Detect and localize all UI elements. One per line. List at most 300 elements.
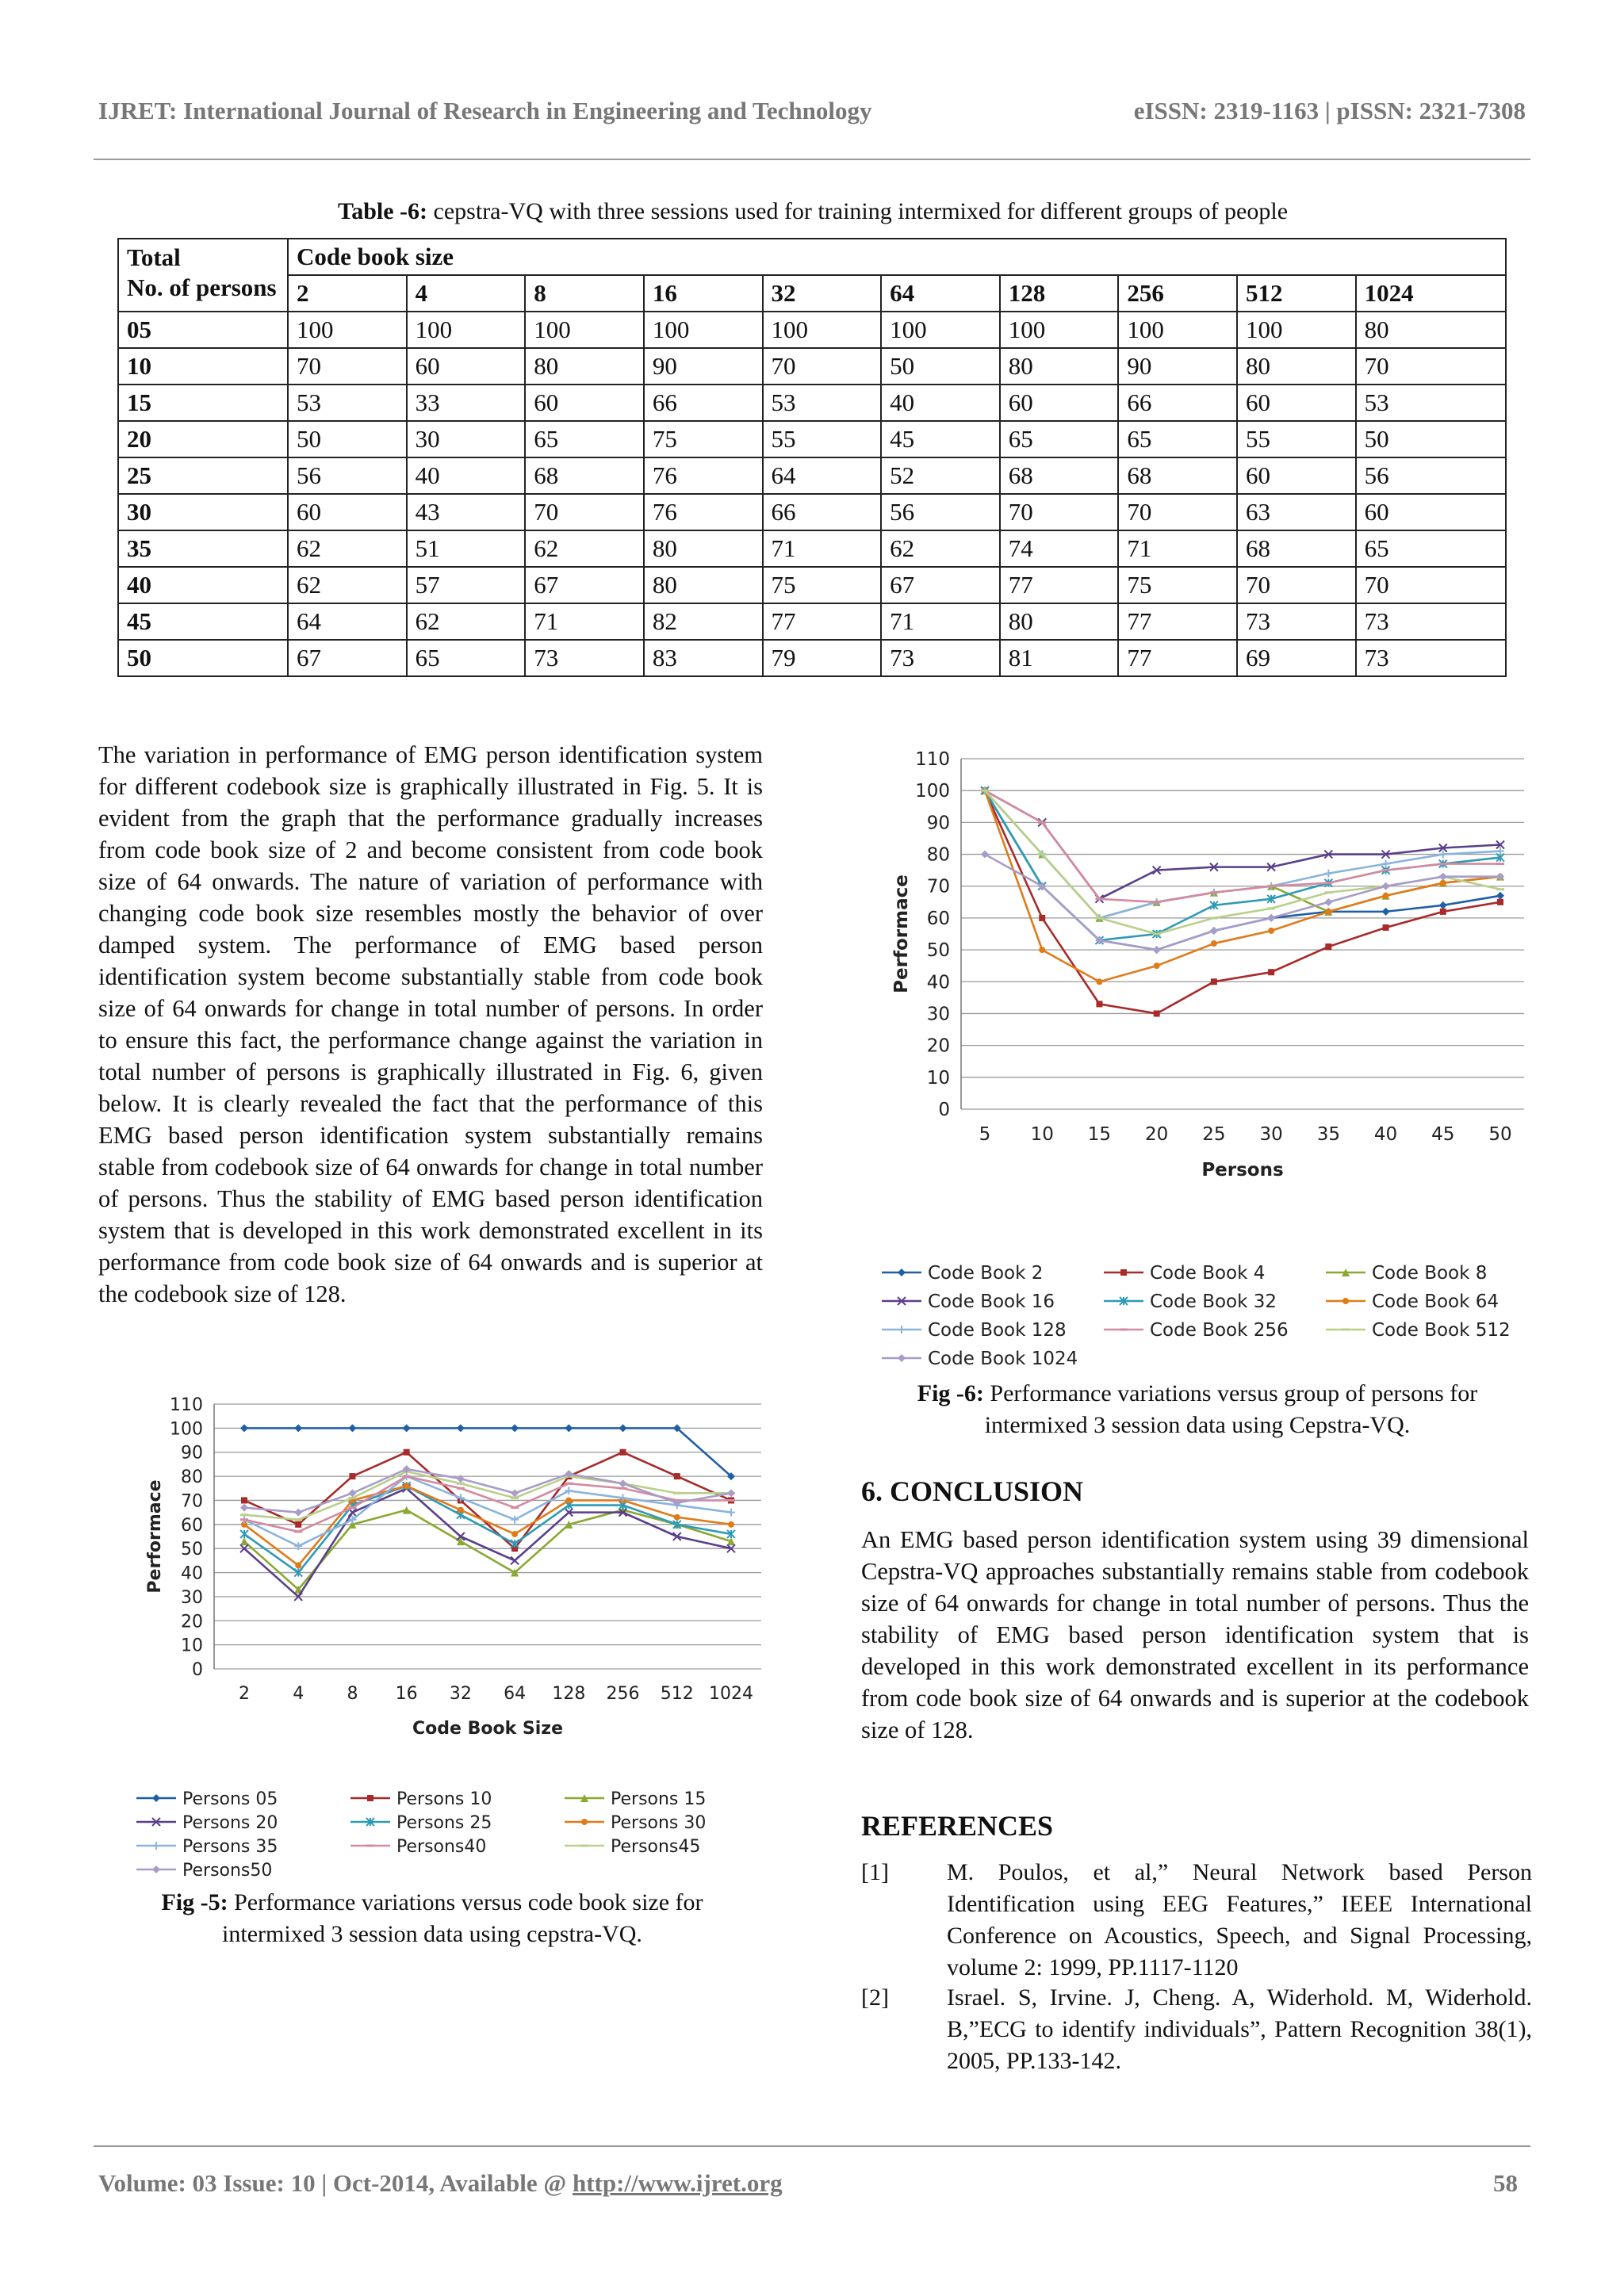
legend-marker — [152, 1866, 160, 1873]
table-cell: 60 — [407, 348, 526, 385]
table-cell: 56 — [1356, 457, 1506, 494]
table-cell: 65 — [1118, 421, 1237, 457]
x-tick-label: 512 — [660, 1684, 694, 1704]
issn: eISSN: 2319-1163 | pISSN: 2321-7308 — [1133, 97, 1526, 124]
table-cell: 100 — [407, 312, 526, 348]
header-rule — [94, 159, 1530, 160]
codebook-size-header: 256 — [1118, 275, 1237, 312]
table-cell: 62 — [525, 530, 644, 567]
legend-label: Persons 10 — [396, 1789, 492, 1809]
table-caption-label: Table -6: — [337, 198, 428, 224]
codebook-size-header: 8 — [525, 275, 644, 312]
y-tick-label: 70 — [926, 876, 950, 897]
legend-label: Persons 15 — [611, 1789, 707, 1809]
table-cell: 60 — [1237, 457, 1356, 494]
data-point — [1154, 962, 1160, 969]
legend-label: Persons 35 — [182, 1837, 278, 1857]
codebook-size-header: 16 — [644, 275, 763, 312]
table-cell: 60 — [1356, 494, 1506, 530]
reference-1 — [861, 1857, 1532, 1980]
header-total-persons — [118, 239, 288, 312]
body-paragraph: The variation in performance of EMG person identification system for different codebook size is graphically illustrated in Fig. 5. It is evident from the graph that the performance gradually increases from code book size of 2 and become consistent from code book size of 64 onwards. The nature of variation of performance with changing code book size resembles mostly the behavior of over damped system. The performance of EMG based person identification system become substantially stable from code book size of 64 onwards for change in total number of persons. In order to ensure this fact, the performance change against the variation in total number of persons is graphically illustrated in Fig. 6, given below. It is clearly revealed the fact that the performance of this EMG based person identification system substantially remains stable from codebook size of 64 onwards for change in total number of persons. Thus the stability of EMG based person identification system that is developed in this work demonstrated excellent in its performance from code book size of 64 onwards and is superior at the codebook size of 128. — [98, 741, 763, 1307]
table-header-row — [118, 239, 1506, 275]
table-cell: 77 — [763, 603, 882, 640]
x-tick-label: 10 — [1030, 1124, 1054, 1145]
data-point — [294, 1424, 302, 1432]
table-cell: 68 — [525, 457, 644, 494]
table-cell: 40 — [881, 385, 1000, 421]
y-tick-label: 10 — [181, 1636, 203, 1656]
data-point — [511, 1556, 519, 1564]
y-tick-label: 60 — [926, 908, 950, 929]
table-cell: 69 — [1237, 640, 1356, 676]
series-line — [985, 790, 1500, 902]
table-cell: 73 — [881, 640, 1000, 676]
conclusion-text: An EMG based person identification system using 39 dimensional Cepstra-VQ approaches substantially remains stable from codebook size of 64 onwards for change in total number of persons. Thus the stability of EMG based person identification system that is developed in this work demonstrated excellent in its performance from code book size of 64 onwards and is superior at the codebook size of 128. — [861, 1526, 1529, 1743]
x-tick-label: 15 — [1087, 1124, 1112, 1145]
table-cell: 51 — [407, 530, 526, 567]
table-cell: 66 — [1118, 385, 1237, 421]
data-point — [1440, 909, 1446, 915]
data-point — [1325, 943, 1331, 950]
table-cell: 67 — [288, 640, 407, 676]
reference-2 — [861, 1982, 1532, 2085]
table-caption-text: cepstra-VQ with three sessions used for training intermixed for different groups of people — [427, 198, 1289, 224]
data-point — [1439, 873, 1447, 881]
legend-label: Persons45 — [611, 1837, 701, 1857]
data-point — [1324, 898, 1332, 906]
table-cell: 68 — [1118, 457, 1237, 494]
reference-2-text: Israel. S, Irvine. J, Cheng. A, Widerhold. M, Widerhold. B,”ECG to identify individuals”, Pattern Recognition 38(1), 2005, PP.133-142. — [947, 1984, 1532, 2074]
y-tick-label: 100 — [170, 1419, 203, 1440]
data-point — [1268, 969, 1274, 975]
x-axis-title: Persons — [1201, 1160, 1284, 1181]
data-point — [511, 1516, 519, 1524]
y-tick-label: 80 — [926, 844, 950, 866]
legend-marker — [1120, 1269, 1127, 1276]
legend-label: Persons 25 — [396, 1813, 492, 1833]
codebook-size-header: 1024 — [1356, 275, 1506, 312]
legend-entry — [1326, 1292, 1499, 1312]
table-cell: 77 — [1000, 567, 1119, 603]
table-cell: 100 — [881, 312, 1000, 348]
table-cell: 68 — [1237, 530, 1356, 567]
table-cell: 64 — [763, 457, 882, 494]
codebook-size-header: 64 — [881, 275, 1000, 312]
data-point — [1324, 870, 1332, 878]
table-row — [118, 421, 1506, 457]
y-axis-title: Performace — [145, 1479, 165, 1594]
reference-1-number: [1] — [861, 1859, 889, 1885]
data-point — [620, 1449, 626, 1456]
x-tick-label: 256 — [606, 1684, 640, 1704]
x-tick-label: 128 — [552, 1684, 586, 1704]
row-persons: 35 — [118, 530, 288, 567]
x-tick-label: 2 — [239, 1684, 250, 1704]
legend-marker — [581, 1819, 588, 1825]
data-point — [1325, 909, 1331, 915]
table-cell: 50 — [881, 348, 1000, 385]
table-cell: 63 — [1237, 494, 1356, 530]
legend-label: Persons40 — [396, 1837, 487, 1857]
data-point — [674, 1473, 680, 1479]
table-cell: 71 — [881, 603, 1000, 640]
series-code-book-512 — [981, 790, 1504, 934]
row-persons: 15 — [118, 385, 288, 421]
table-cell: 73 — [1356, 640, 1506, 676]
table-cell: 30 — [407, 421, 526, 457]
codebook-size-header: 4 — [407, 275, 526, 312]
row-persons: 05 — [118, 312, 288, 348]
table-cell: 75 — [1118, 567, 1237, 603]
data-point — [1096, 1001, 1102, 1007]
table-cell: 60 — [1237, 385, 1356, 421]
table-cell: 62 — [407, 603, 526, 640]
table-cell: 75 — [644, 421, 763, 457]
fig6-caption — [864, 1378, 1530, 1441]
legend-entry — [136, 1813, 278, 1833]
table-cell: 79 — [763, 640, 882, 676]
series-persons-20 — [240, 1484, 735, 1601]
table-cell: 70 — [1000, 494, 1119, 530]
table-cell: 55 — [1237, 421, 1356, 457]
data-point — [728, 1521, 734, 1528]
legend-entry — [882, 1292, 1055, 1312]
x-tick-label: 40 — [1373, 1124, 1398, 1145]
table-cell: 76 — [644, 457, 763, 494]
legend-label: Code Book 16 — [928, 1292, 1055, 1312]
legend-label: Persons 20 — [182, 1813, 278, 1833]
legend-label: Code Book 1024 — [928, 1349, 1078, 1369]
table-row — [118, 530, 1506, 567]
x-tick-label: 5 — [979, 1124, 991, 1145]
data-point — [727, 1489, 735, 1497]
legend-label: Persons 05 — [182, 1789, 278, 1809]
y-axis-title: Performace — [891, 874, 912, 993]
legend-entry — [350, 1789, 492, 1809]
row-persons: 45 — [118, 603, 288, 640]
table-row — [118, 494, 1506, 530]
data-point — [1496, 892, 1504, 900]
y-tick-label: 110 — [915, 749, 950, 770]
table-cell: 70 — [1356, 348, 1506, 385]
table-cell: 53 — [763, 385, 882, 421]
table-row — [118, 385, 1506, 421]
data-point — [1439, 901, 1447, 909]
legend-entry — [1104, 1292, 1277, 1312]
table-cell: 80 — [1237, 348, 1356, 385]
y-tick-label: 0 — [938, 1100, 950, 1120]
data-point — [240, 1530, 248, 1538]
table-cell: 70 — [1237, 567, 1356, 603]
legend-marker — [1342, 1298, 1349, 1304]
codebook-size-header: 128 — [1000, 275, 1119, 312]
header-total-line1: Total — [127, 243, 181, 271]
row-persons: 50 — [118, 640, 288, 676]
table-cell: 33 — [407, 385, 526, 421]
legend-entry — [1104, 1320, 1289, 1341]
table-cell: 68 — [1000, 457, 1119, 494]
data-point — [240, 1424, 248, 1432]
legend-entry — [350, 1813, 492, 1833]
y-tick-label: 20 — [181, 1612, 203, 1632]
header-codebook-size: Code book size — [288, 239, 1506, 275]
table-cell: 74 — [1000, 530, 1119, 567]
data-point — [1497, 899, 1503, 905]
table-cell: 80 — [644, 530, 763, 567]
data-point — [295, 1562, 301, 1568]
fig5-caption-text: Performance variations versus code book size for intermixed 3 session data using cepstra-VQ. — [222, 1889, 703, 1947]
table-cell: 40 — [407, 457, 526, 494]
data-point — [241, 1497, 247, 1503]
table-cell: 80 — [525, 348, 644, 385]
table-cell: 67 — [881, 567, 1000, 603]
data-point — [404, 1483, 410, 1489]
row-persons: 40 — [118, 567, 288, 603]
x-tick-label: 32 — [449, 1684, 472, 1704]
series-line — [985, 790, 1500, 899]
table-cell: 71 — [525, 603, 644, 640]
references-heading: REFERENCES — [861, 1810, 1054, 1842]
data-point — [727, 1509, 735, 1517]
legend-entry — [136, 1837, 278, 1857]
table-cell: 60 — [525, 385, 644, 421]
table-cell: 70 — [1356, 567, 1506, 603]
table-cell: 62 — [288, 567, 407, 603]
table-cell: 81 — [1000, 640, 1119, 676]
legend-marker — [152, 1794, 160, 1802]
x-tick-label: 50 — [1488, 1124, 1512, 1145]
y-tick-label: 40 — [926, 972, 950, 993]
table-cell: 80 — [1000, 348, 1119, 385]
table-cell: 60 — [288, 494, 407, 530]
x-tick-label: 20 — [1145, 1124, 1169, 1145]
table-cell: 100 — [525, 312, 644, 348]
table-cell: 90 — [644, 348, 763, 385]
table-cell: 76 — [644, 494, 763, 530]
y-tick-label: 50 — [181, 1540, 203, 1560]
y-tick-label: 20 — [926, 1035, 950, 1057]
fig6-caption-label: Fig -6: — [917, 1380, 984, 1406]
table-cell: 71 — [1118, 530, 1237, 567]
table-cell: 75 — [763, 567, 882, 603]
legend-marker — [152, 1842, 160, 1850]
table-cell: 80 — [1000, 603, 1119, 640]
series-code-book-2 — [981, 786, 1504, 954]
footer-volume: Volume: 03 Issue: 10 | Oct-2014, Available @ — [98, 2169, 573, 2197]
table-6 — [117, 238, 1507, 677]
data-point — [1154, 1010, 1160, 1016]
y-tick-label: 30 — [181, 1587, 203, 1608]
data-point — [1211, 978, 1217, 985]
table-cell: 70 — [525, 494, 644, 530]
running-header — [98, 97, 1526, 125]
fig5-chart — [111, 1387, 769, 1895]
table-cell: 73 — [1356, 603, 1506, 640]
legend-entry — [882, 1349, 1078, 1369]
reference-1-text: M. Poulos, et al,” Neural Network based Person Identification using EEG Features,” IEEE International Conference on Acoustics, Speech, and Signal Processing, volume 2: 1999, PP.1117-1120 — [947, 1859, 1532, 1980]
table-cell: 100 — [763, 312, 882, 348]
data-point — [1153, 946, 1161, 954]
legend-label: Code Book 512 — [1372, 1320, 1511, 1341]
table-cell: 71 — [763, 530, 882, 567]
table-cell: 67 — [525, 567, 644, 603]
table-cell: 65 — [1356, 530, 1506, 567]
fig5-caption — [111, 1887, 753, 1950]
legend-label: Code Book 4 — [1150, 1263, 1266, 1284]
x-tick-label: 25 — [1202, 1124, 1226, 1145]
data-point — [1268, 928, 1274, 934]
table-cell: 66 — [644, 385, 763, 421]
table-cell: 100 — [1118, 312, 1237, 348]
table-cell: 70 — [1118, 494, 1237, 530]
legend-entry — [565, 1813, 706, 1833]
y-tick-label: 40 — [181, 1563, 203, 1584]
header-total-line2: No. of persons — [127, 274, 277, 301]
table-cell: 80 — [644, 567, 763, 603]
table-cell: 45 — [881, 421, 1000, 457]
data-point — [981, 851, 989, 859]
legend-label: Code Book 256 — [1150, 1320, 1289, 1341]
table-cell: 70 — [288, 348, 407, 385]
table-cell: 62 — [288, 530, 407, 567]
y-tick-label: 80 — [181, 1468, 203, 1488]
y-tick-label: 60 — [181, 1515, 203, 1536]
row-persons: 30 — [118, 494, 288, 530]
table-cell: 65 — [525, 421, 644, 457]
legend-entry — [136, 1861, 272, 1881]
legend-marker — [898, 1354, 906, 1362]
legend-entry — [882, 1320, 1067, 1341]
series-code-book-256 — [981, 790, 1504, 902]
table-row — [118, 640, 1506, 676]
table-cell: 90 — [1118, 348, 1237, 385]
data-point — [348, 1424, 356, 1432]
data-point — [565, 1487, 573, 1494]
data-point — [1382, 882, 1390, 890]
table-row — [118, 457, 1506, 494]
footer-url-link[interactable]: http://www.ijret.org — [572, 2169, 783, 2197]
table-row — [118, 312, 1506, 348]
data-point — [565, 1424, 573, 1432]
table-cell: 50 — [288, 421, 407, 457]
table-cell: 65 — [407, 640, 526, 676]
legend-entry — [1326, 1263, 1487, 1284]
y-tick-label: 30 — [926, 1004, 950, 1025]
table-row — [118, 567, 1506, 603]
x-tick-label: 8 — [347, 1684, 358, 1704]
table-cell: 70 — [763, 348, 882, 385]
data-point — [458, 1507, 464, 1513]
legend-label: Persons50 — [182, 1861, 273, 1881]
x-axis-title: Code Book Size — [412, 1719, 563, 1739]
data-point — [1096, 978, 1102, 985]
data-point — [240, 1537, 248, 1545]
data-point — [1211, 940, 1217, 947]
data-point — [1210, 927, 1218, 935]
legend-entry — [1326, 1320, 1511, 1341]
y-tick-label: 10 — [926, 1067, 950, 1089]
fig5-caption-label: Fig -5: — [161, 1889, 228, 1915]
table-cell: 55 — [763, 421, 882, 457]
x-tick-label: 16 — [395, 1684, 418, 1704]
page-number: 58 — [1493, 2169, 1518, 2197]
data-point — [403, 1424, 411, 1432]
data-point — [674, 1514, 680, 1521]
y-tick-label: 110 — [170, 1395, 203, 1415]
data-point — [457, 1424, 465, 1432]
row-persons: 25 — [118, 457, 288, 494]
data-point — [404, 1449, 410, 1456]
x-tick-label: 4 — [293, 1684, 304, 1704]
table-cell: 64 — [288, 603, 407, 640]
data-point — [1383, 924, 1389, 931]
table-cell: 77 — [1118, 640, 1237, 676]
data-point — [1382, 908, 1390, 916]
table-cell: 73 — [1237, 603, 1356, 640]
series-line — [985, 790, 1500, 950]
data-point — [1267, 914, 1275, 922]
table-cell: 100 — [1000, 312, 1119, 348]
legend-entry — [882, 1263, 1043, 1284]
legend-entry — [565, 1837, 700, 1857]
table-cell: 65 — [1000, 421, 1119, 457]
legend-entry — [136, 1789, 278, 1809]
x-tick-label: 35 — [1316, 1124, 1340, 1145]
table-cell: 53 — [1356, 385, 1506, 421]
y-tick-label: 0 — [192, 1660, 203, 1680]
legend-label: Code Book 128 — [928, 1320, 1067, 1341]
x-tick-label: 1024 — [709, 1684, 753, 1704]
data-point — [294, 1509, 302, 1517]
data-point — [619, 1479, 627, 1487]
data-point — [1383, 893, 1389, 899]
table-cell: 62 — [881, 530, 1000, 567]
table-cell: 60 — [1000, 385, 1119, 421]
table-cell: 56 — [881, 494, 1000, 530]
y-tick-label: 70 — [181, 1491, 203, 1512]
table-cell: 43 — [407, 494, 526, 530]
table-cell: 56 — [288, 457, 407, 494]
data-point — [511, 1424, 519, 1432]
fig6-caption-text: Performance variations versus group of persons for intermixed 3 session data using Cepstra-VQ. — [983, 1380, 1478, 1438]
legend-entry — [565, 1789, 706, 1809]
table-cell: 50 — [1356, 421, 1506, 457]
conclusion-heading: 6. CONCLUSION — [861, 1475, 1084, 1507]
codebook-size-header: 512 — [1237, 275, 1356, 312]
y-tick-label: 100 — [915, 781, 950, 802]
table-cell: 57 — [407, 567, 526, 603]
legend-label: Code Book 8 — [1372, 1263, 1488, 1284]
table-cell: 66 — [763, 494, 882, 530]
data-point — [349, 1473, 355, 1479]
legend-marker — [367, 1795, 373, 1801]
legend-label: Code Book 64 — [1372, 1292, 1500, 1312]
data-point — [1039, 947, 1045, 953]
table-row — [118, 348, 1506, 385]
legend-entry — [350, 1837, 486, 1857]
fig6-chart — [856, 741, 1538, 1376]
y-tick-label: 90 — [181, 1443, 203, 1464]
data-point — [565, 1497, 572, 1503]
series-line — [985, 790, 1500, 934]
table-cell: 52 — [881, 457, 1000, 494]
running-footer — [98, 2169, 1518, 2198]
codebook-size-header: 2 — [288, 275, 407, 312]
codebook-size-header: 32 — [763, 275, 882, 312]
table-cell: 83 — [644, 640, 763, 676]
x-tick-label: 64 — [504, 1684, 527, 1704]
